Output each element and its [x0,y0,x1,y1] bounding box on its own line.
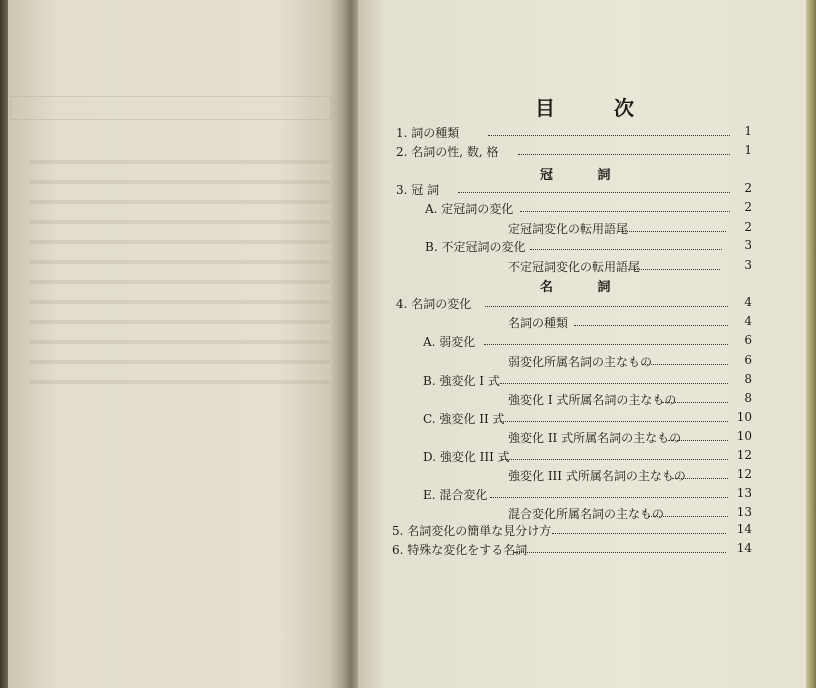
toc-entry-label: A. 定冠詞の変化 [425,202,514,216]
toc-entry-label: 強変化 II 式所属名詞の主なもの [508,431,682,445]
toc-page-number: 1 [744,124,752,138]
toc-entry [0,410,816,428]
toc-leader-dots [518,154,730,155]
toc-page-number: 6 [744,333,752,347]
toc-entry-label: B. 強変化 I 式 [423,374,500,388]
toc-entry-label: D. 強変化 III 式 [423,450,510,464]
toc-entry-label: A. 弱変化 [423,335,476,349]
toc-entry-label: 1. 詞の種類 [396,126,460,140]
toc-leader-dots [672,478,728,479]
toc-entry-label: B. 不定冠詞の変化 [425,240,526,254]
toc-entry [0,372,816,390]
section-heading-kanshi: 冠 詞 [540,168,631,183]
toc-entry-label: 弱変化所属名詞の主なもの [508,355,653,369]
toc-page-number: 14 [736,541,752,555]
toc-entry-label: 定冠詞変化の転用語尾 [508,222,629,236]
toc-leader-dots [484,344,728,345]
toc-entry [0,238,816,256]
toc-page-number: 2 [744,200,752,214]
toc-leader-dots [530,249,722,250]
toc-entry [0,143,816,161]
toc-leader-dots [628,269,720,270]
toc-entry [0,220,816,238]
toc-entry [0,353,816,371]
toc-entry [0,541,816,559]
toc-entry [0,505,816,523]
bleed-through-header [10,96,332,120]
toc-page-number: 8 [744,372,752,386]
toc-entry [0,258,816,276]
toc-leader-dots [485,306,728,307]
toc-page-number: 1 [744,143,752,157]
toc-leader-dots [618,231,726,232]
toc-page-number: 13 [736,486,752,500]
toc-leader-dots [500,383,728,384]
toc-entry-label: 名詞の種類 [508,316,569,330]
toc-leader-dots [642,364,728,365]
toc-leader-dots [552,533,726,534]
toc-entry-label: C. 強変化 II 式 [423,412,505,426]
toc-page-number: 4 [744,314,752,328]
toc-entry-label: 2. 名詞の性, 数, 格 [396,145,499,159]
toc-title: 目 次 [535,96,660,120]
toc-leader-dots [668,440,728,441]
toc-entry-label: 4. 名詞の変化 [396,297,472,311]
toc-page-number: 2 [744,181,752,195]
toc-entry [0,295,816,313]
toc-leader-dots [520,211,730,212]
toc-leader-dots [502,459,728,460]
toc-leader-dots [662,402,728,403]
toc-entry [0,467,816,485]
toc-entry-label: E. 混合変化 [423,488,488,502]
toc-entry [0,124,816,142]
toc-entry-label: 不定冠詞変化の転用語尾 [508,260,641,274]
toc-page-number: 2 [744,220,752,234]
toc-page-number: 8 [744,391,752,405]
toc-entry [0,429,816,447]
toc-entry [0,181,816,199]
toc-entry [0,200,816,218]
toc-page-number: 12 [736,467,752,481]
toc-entry [0,333,816,351]
toc-page-number: 10 [736,429,752,443]
toc-leader-dots [574,325,728,326]
toc-entry [0,391,816,409]
toc-entry [0,486,816,504]
toc-page-number: 6 [744,353,752,367]
toc-entry [0,522,816,540]
toc-page-number: 3 [744,258,752,272]
toc-page-number: 14 [736,522,752,536]
toc-entry-label: 3. 冠 詞 [396,183,440,197]
toc-entry-label: 混合変化所属名詞の主なもの [508,507,665,521]
toc-entry-label: 6. 特殊な変化をする名詞 [392,543,528,557]
toc-page-number: 4 [744,295,752,309]
toc-page-number: 12 [736,448,752,462]
toc-leader-dots [490,497,728,498]
section-heading-meishi: 名 詞 [540,280,631,295]
toc-page-number: 13 [736,505,752,519]
toc-leader-dots [648,516,728,517]
toc-entry-label: 強変化 I 式所属名詞の主なもの [508,393,677,407]
toc-entry [0,448,816,466]
toc-entry [0,314,816,332]
toc-page-number: 10 [736,410,752,424]
toc-entry-label: 5. 名詞変化の簡単な見分け方 [392,524,552,538]
toc-entry-label: 強変化 III 式所属名詞の主なもの [508,469,686,483]
toc-leader-dots [488,135,730,136]
toc-leader-dots [514,552,726,553]
toc-page-number: 3 [744,238,752,252]
toc-leader-dots [458,192,730,193]
toc-leader-dots [500,421,728,422]
